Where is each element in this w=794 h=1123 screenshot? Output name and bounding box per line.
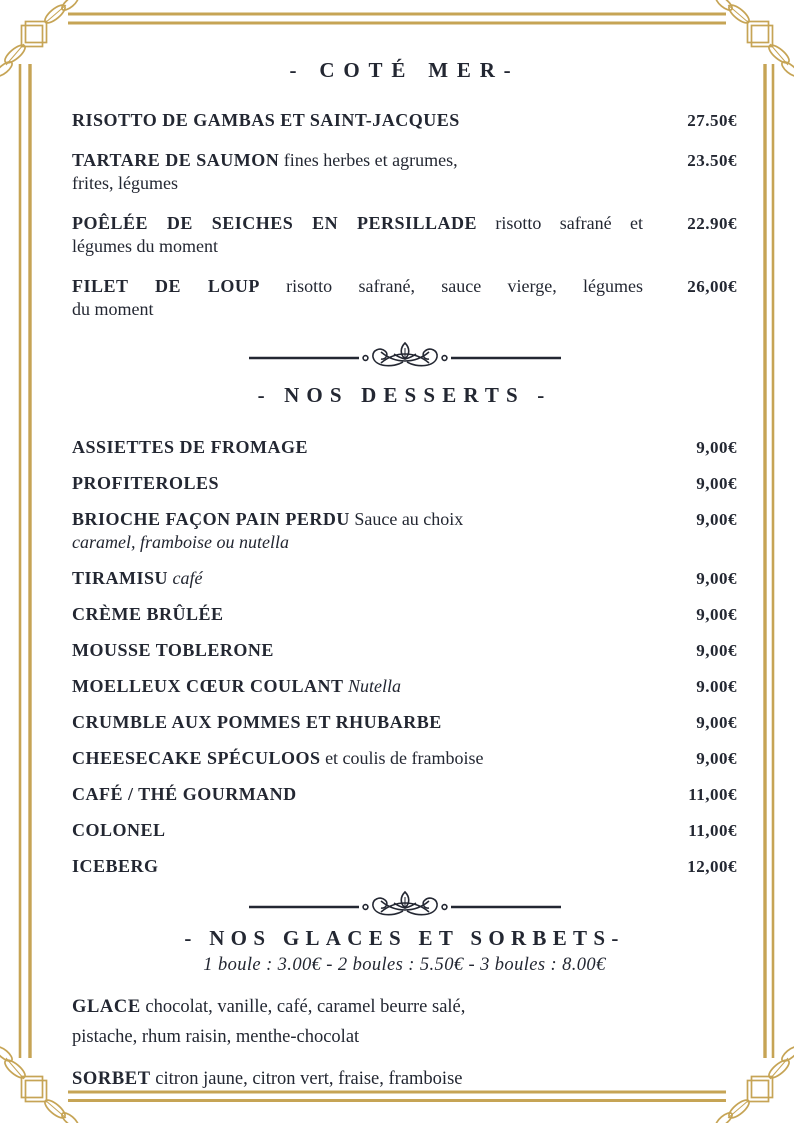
item-description-line2: frites, légumes	[72, 173, 178, 193]
item-price: 9,00€	[696, 510, 737, 529]
calligraphic-flourish-divider-icon	[247, 887, 563, 921]
item-name: CRUMBLE AUX POMMES ET RHUBARBE	[72, 712, 442, 732]
item-price: 9,00€	[696, 438, 737, 457]
item-name: SORBET	[72, 1069, 151, 1089]
item-name: TARTARE DE SAUMON	[72, 150, 280, 170]
menu-item	[72, 472, 737, 495]
section-nos-glaces-et-sorbets	[72, 923, 737, 1094]
item-price: 9,00€	[696, 641, 737, 660]
item-name: CRÈME BRÛLÉE	[72, 604, 224, 624]
item-price: 9,00€	[696, 474, 737, 493]
item-price: 11,00€	[688, 821, 737, 840]
section-title-nos-glaces: - NOS GLACES ET SORBETS-	[184, 926, 625, 950]
item-description-line2: du moment	[72, 299, 154, 319]
item-price: 9,00€	[696, 713, 737, 732]
menu-item	[72, 819, 737, 842]
menu-item	[72, 783, 737, 806]
item-description-italic: café	[172, 568, 203, 588]
menu-item	[72, 275, 737, 321]
section-title-cote-mer: - COTÉ MER-	[289, 58, 520, 82]
item-price: 27.50€	[687, 111, 737, 130]
item-description-line2: pistache, rhum raisin, menthe-chocolat	[72, 1027, 360, 1047]
menu-item	[72, 992, 737, 1052]
item-description: et coulis de framboise	[320, 748, 484, 768]
menu-item	[72, 855, 737, 878]
item-price: 23.50€	[687, 151, 737, 170]
item-name: PROFITEROLES	[72, 473, 220, 493]
menu-item	[72, 149, 737, 195]
item-name: CAFÉ / THÉ GOURMAND	[72, 784, 297, 804]
glaces-pricing-subtitle: 1 boule : 3.00€ - 2 boules : 5.50€ - 3 boules : 8.00€	[203, 955, 606, 975]
menu-item	[72, 436, 737, 459]
item-description-italic: Nutella	[348, 676, 402, 696]
item-description: risotto safrané, sauce vierge, légumes	[259, 276, 643, 296]
section-title-nos-desserts: - NOS DESSERTS -	[257, 383, 552, 407]
calligraphic-flourish-divider-icon	[247, 338, 563, 372]
menu-item	[72, 639, 737, 662]
item-price: 9.00€	[696, 677, 737, 696]
menu-item	[72, 747, 737, 770]
menu-item	[72, 508, 737, 554]
item-name: MOUSSE TOBLERONE	[72, 640, 274, 660]
item-name: FILET DE LOUP	[72, 276, 260, 296]
item-name: BRIOCHE FAÇON PAIN PERDU	[72, 509, 350, 529]
item-price: 12,00€	[687, 857, 737, 876]
item-description-line2: légumes du moment	[72, 236, 218, 256]
item-price: 9,00€	[696, 749, 737, 768]
section-nos-desserts	[72, 380, 737, 878]
item-description: risotto safrané et	[477, 213, 643, 233]
item-name: GLACE	[72, 997, 141, 1017]
section-cote-mer	[72, 55, 737, 321]
item-description: fines herbes et agrumes,	[279, 150, 458, 170]
item-description: Sauce au choix	[349, 509, 464, 529]
item-name: COLONEL	[72, 820, 166, 840]
item-name: ASSIETTES DE FROMAGE	[72, 437, 309, 457]
item-description: chocolat, vanille, café, caramel beurre salé,	[140, 997, 466, 1017]
item-price: 9,00€	[696, 569, 737, 588]
menu-item	[72, 212, 737, 258]
item-name: TIRAMISU	[72, 568, 169, 588]
menu-item	[72, 567, 737, 590]
item-price: 11,00€	[688, 785, 737, 804]
item-price: 9,00€	[696, 605, 737, 624]
menu-item	[72, 109, 737, 132]
item-name: ICEBERG	[72, 856, 159, 876]
menu-item	[72, 1064, 737, 1094]
item-name: RISOTTO DE GAMBAS ET SAINT-JACQUES	[72, 110, 460, 130]
item-name: POÊLÉE DE SEICHES EN PERSILLADE	[72, 213, 477, 233]
menu-item	[72, 675, 737, 698]
menu-content	[72, 55, 737, 1106]
item-description: citron jaune, citron vert, fraise, framboise	[150, 1069, 463, 1089]
item-price: 26,00€	[687, 277, 737, 296]
menu-item	[72, 603, 737, 626]
item-name: CHEESECAKE SPÉCULOOS	[72, 748, 321, 768]
item-description-line2: caramel, framboise ou nutella	[72, 532, 289, 552]
menu-item	[72, 711, 737, 734]
item-name: MOELLEUX CŒUR COULANT	[72, 676, 344, 696]
item-price: 22.90€	[687, 214, 737, 233]
